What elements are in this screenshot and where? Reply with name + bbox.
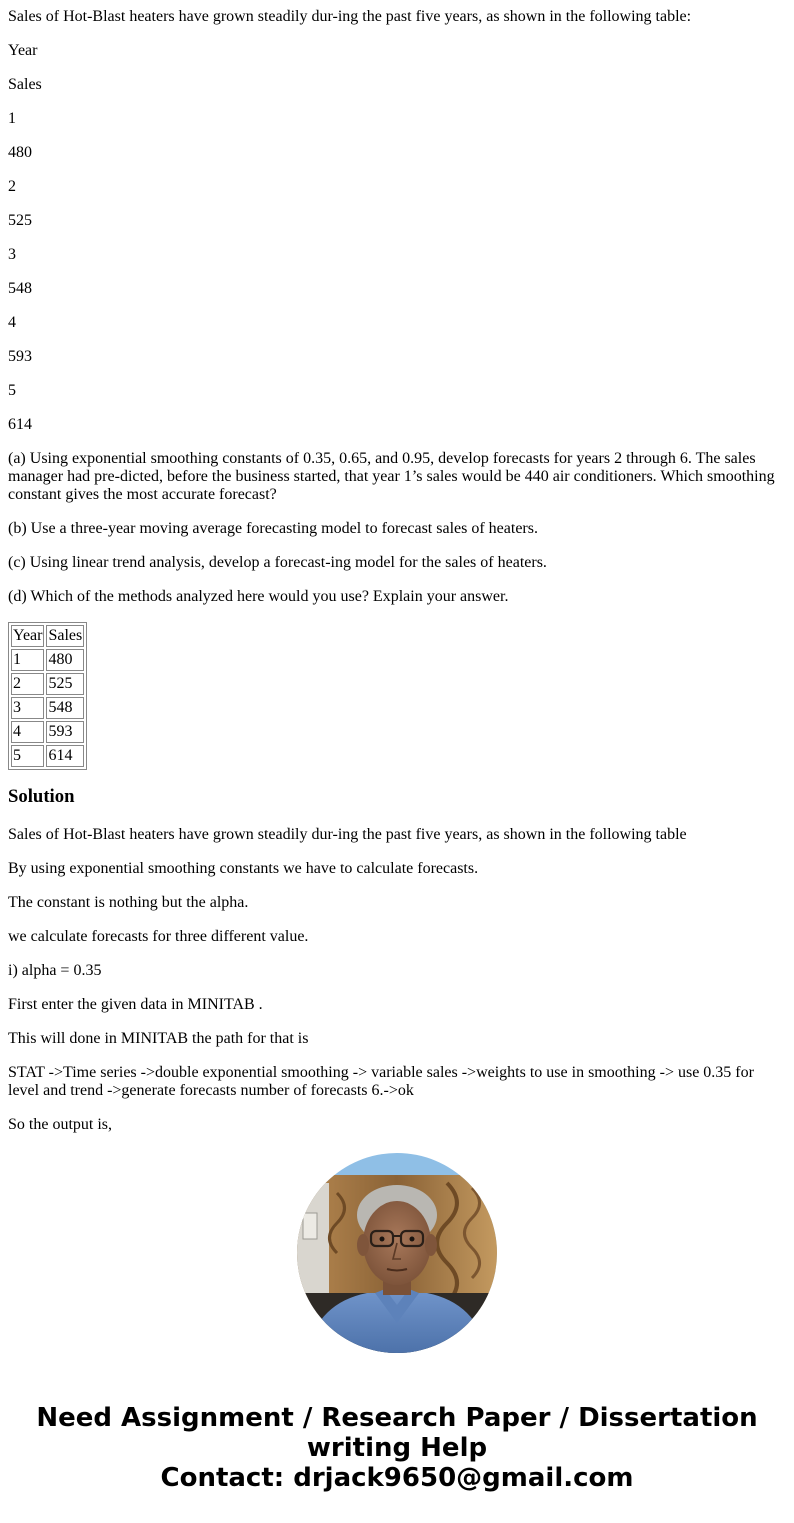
table-cell: 2 — [11, 673, 44, 695]
list-item: 4 — [8, 314, 16, 331]
list-item: 2 — [8, 178, 16, 195]
solution-paragraph: By using exponential smoothing constants we have to calculate forecasts. — [8, 860, 479, 877]
list-item: 480 — [8, 144, 32, 161]
contact-email: Contact: drjack9650@gmail.com — [160, 1463, 634, 1493]
solution-heading: Solution — [8, 786, 75, 807]
document-body — [8, 8, 786, 1150]
table-cell: 5 — [11, 745, 44, 767]
table-cell: 4 — [11, 721, 44, 743]
solution-paragraph: i) alpha = 0.35 — [8, 962, 102, 979]
list-item: 593 — [8, 348, 32, 365]
table-header-cell: Year — [11, 625, 44, 647]
table-cell: 593 — [46, 721, 84, 743]
banner-line: writing Help — [306, 1433, 488, 1463]
table-row — [11, 745, 84, 767]
table-cell: 614 — [46, 745, 84, 767]
question-part-a: (a) Using exponential smoothing constants of 0.35, 0.65, and 0.95, develop forecasts for years 2 through 6. The sales manager had pre-dicted, before the business started, that year 1’s sales would be 440 air conditioners. Which smoothing constant gives the most accurate forecast? — [8, 450, 775, 503]
avatar — [297, 1153, 497, 1353]
list-item: Sales — [8, 76, 42, 93]
banner-line: Need Assignment / Research Paper / Dissertation — [36, 1403, 758, 1433]
table-row — [11, 649, 84, 671]
table-header-row — [11, 625, 84, 647]
table-cell: 1 — [11, 649, 44, 671]
list-item: 1 — [8, 110, 16, 127]
list-item: 3 — [8, 246, 16, 263]
list-item: 548 — [8, 280, 32, 297]
table-cell: 525 — [46, 673, 84, 695]
question-intro: Sales of Hot-Blast heaters have grown steadily dur-ing the past five years, as shown in the following table: — [8, 8, 692, 25]
list-item: Year — [8, 42, 38, 59]
table-row — [11, 697, 84, 719]
list-item: 525 — [8, 212, 32, 229]
table-row — [11, 721, 84, 743]
question-part-b: (b) Use a three-year moving average forecasting model to forecast sales of heaters. — [8, 520, 538, 537]
table-cell: 480 — [46, 649, 84, 671]
table-row — [11, 673, 84, 695]
solution-paragraph: The constant is nothing but the alpha. — [8, 894, 249, 911]
solution-paragraph: Sales of Hot-Blast heaters have grown steadily dur-ing the past five years, as shown in the following table — [8, 826, 687, 843]
solution-paragraph: This will done in MINITAB the path for that is — [8, 1030, 309, 1047]
solution-paragraph: First enter the given data in MINITAB . — [8, 996, 263, 1013]
table-cell: 3 — [11, 697, 44, 719]
table-header-cell: Sales — [46, 625, 84, 647]
list-item: 5 — [8, 382, 16, 399]
solution-paragraph: we calculate forecasts for three different value. — [8, 928, 309, 945]
solution-paragraph: So the output is, — [8, 1116, 113, 1133]
sales-table — [8, 622, 87, 770]
solution-paragraph: STAT ->Time series ->double exponential smoothing -> variable sales ->weights to use in smoothing -> use 0.35 for level and trend ->generate forecasts number of forecasts 6.->ok — [8, 1064, 754, 1099]
table-cell: 548 — [46, 697, 84, 719]
question-part-c: (c) Using linear trend analysis, develop a forecast-ing model for the sales of heaters. — [8, 554, 547, 571]
list-item: 614 — [8, 416, 32, 433]
avatar-portrait-image — [297, 1153, 497, 1353]
question-part-d: (d) Which of the methods analyzed here would you use? Explain your answer. — [8, 588, 509, 605]
contact-banner — [0, 1403, 794, 1493]
